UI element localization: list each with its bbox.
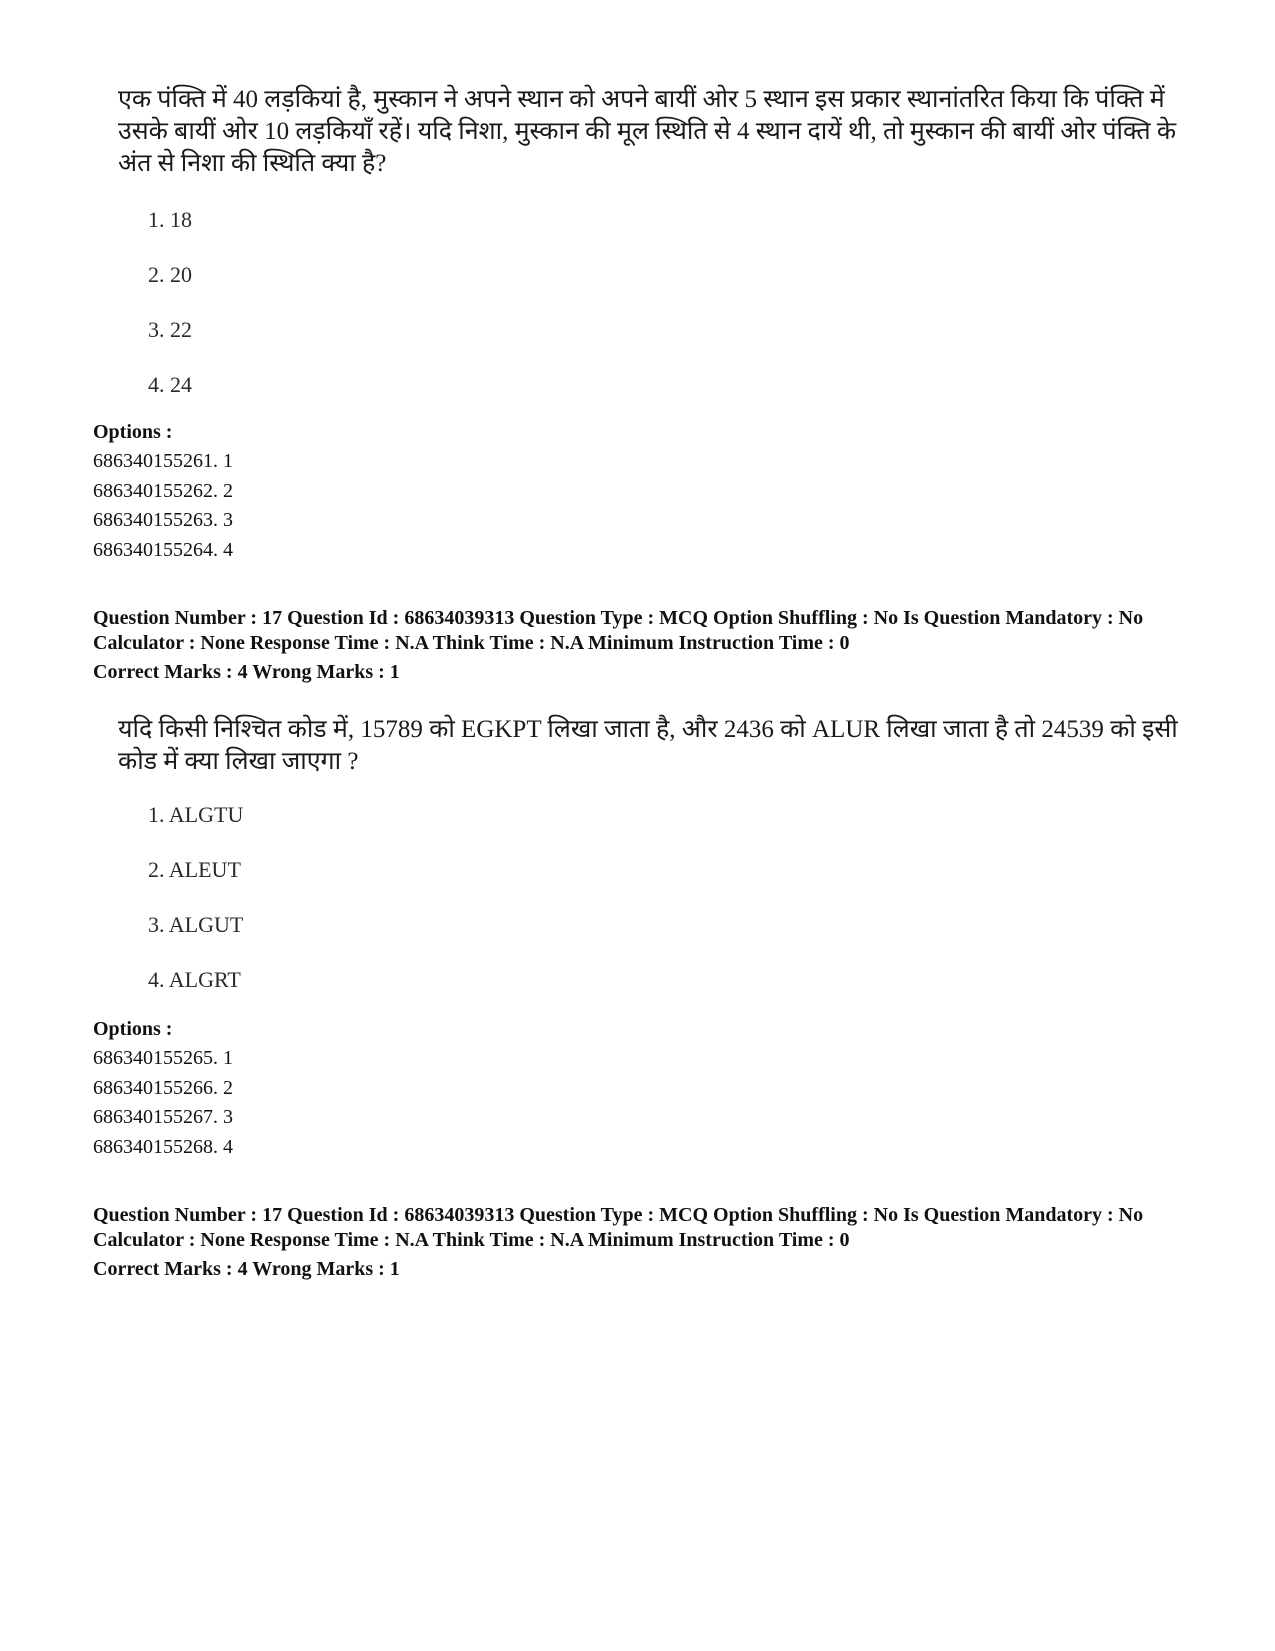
choice-item: 1. ALGTU (148, 802, 244, 827)
option-item: 686340155267. 3 (93, 1106, 233, 1128)
option-item: 686340155266. 2 (93, 1076, 233, 1099)
choice-list-2 (148, 802, 243, 1022)
option-item: 686340155261. 1 (93, 450, 233, 472)
choice-item: 4. ALGRT (148, 967, 241, 992)
question-text-1: एक पंक्ति में 40 लड़कियां है, मुस्कान ने अपने स्थान को अपने बायीं ओर 5 स्थान इस प्रकार स्थानांतरित किया कि पंक्ति में उसके बायीं ओर 10 लड़कियाँ रहें। यदि निशा, मुस्कान की मूल स्थिति से 4 स्थान दायें थी, तो मुस्कान की बायीं ओर पंक्ति के अंत से निशा की स्थिति क्या है? (118, 86, 1177, 177)
option-list-1 (93, 447, 233, 565)
options-label-2: Options : (93, 1018, 173, 1040)
option-list-2 (93, 1044, 233, 1162)
option-item: 686340155262. 2 (93, 479, 233, 502)
choice-item: 2. ALEUT (148, 857, 241, 882)
option-item: 686340155268. 4 (93, 1135, 233, 1158)
choice-item: 4. 24 (148, 372, 192, 397)
choice-item: 3. 22 (148, 317, 192, 342)
choice-item: 3. ALGUT (148, 912, 244, 937)
choice-item: 2. 20 (148, 262, 192, 287)
options-label-1: Options : (93, 421, 173, 443)
question-text-2: यदि किसी निश्चित कोड में, 15789 को EGKPT लिखा जाता है, और 2436 को ALUR लिखा जाता है तो 24539 को इसी कोड में क्या लिखा जाएगा ? (118, 716, 1178, 775)
question-marks-2: Correct Marks : 4 Wrong Marks : 1 (93, 1258, 400, 1280)
choice-list-1 (148, 207, 192, 427)
question-marks-1: Correct Marks : 4 Wrong Marks : 1 (93, 661, 400, 683)
question-meta-1: Question Number : 17 Question Id : 68634039313 Question Type : MCQ Option Shuffling : No Is Question Mandatory : No Calculator : None Response Time : N.A Think Time : N.A Minimum Instruction Time : 0 (93, 607, 1144, 654)
question-meta-2: Question Number : 17 Question Id : 68634039313 Question Type : MCQ Option Shuffling : No Is Question Mandatory : No Calculator : None Response Time : N.A Think Time : N.A Minimum Instruction Time : 0 (93, 1204, 1144, 1251)
option-item: 686340155264. 4 (93, 538, 233, 561)
option-item: 686340155265. 1 (93, 1047, 233, 1069)
option-item: 686340155263. 3 (93, 509, 233, 531)
choice-item: 1. 18 (148, 207, 192, 232)
